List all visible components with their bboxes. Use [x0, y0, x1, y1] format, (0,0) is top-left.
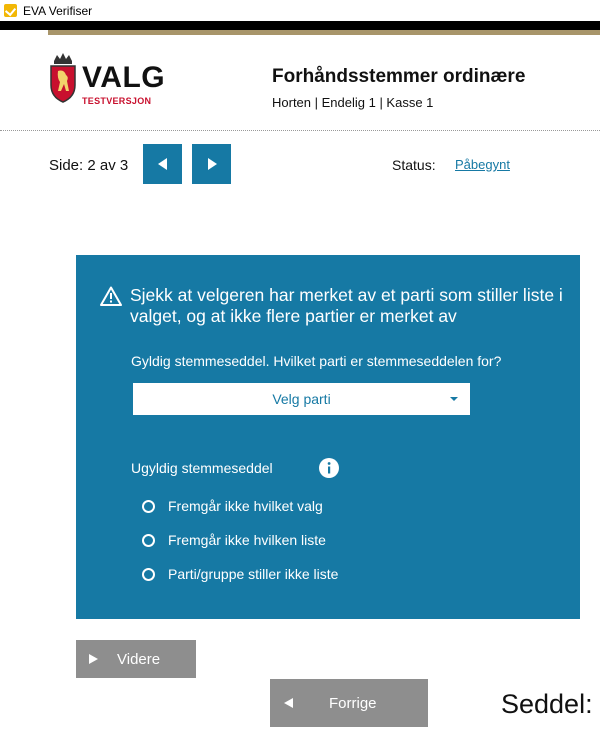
arrow-left-icon	[158, 158, 168, 170]
valg-logo	[48, 48, 168, 108]
next-button-label: Videre	[117, 650, 161, 668]
status-label: Status:	[392, 157, 436, 173]
next-page-button[interactable]	[192, 144, 231, 184]
radio-circle	[142, 568, 155, 581]
previous-button[interactable]	[270, 679, 428, 727]
window-titlebar	[0, 0, 600, 21]
window-title: EVA Verifiser	[23, 3, 93, 18]
radio-option-liste[interactable]	[142, 532, 326, 548]
logo-word: VALG	[82, 61, 166, 94]
previous-button-label: Forrige	[329, 694, 377, 712]
seddel-label: Seddel:	[501, 689, 593, 719]
panel-question: Gyldig stemmeseddel. Hvilket parti er stemmeseddelen for?	[131, 353, 502, 369]
radio-circle	[142, 534, 155, 547]
play-left-icon	[284, 698, 293, 708]
party-select-label: Velg parti	[272, 391, 331, 407]
play-right-icon	[89, 654, 98, 664]
top-black-bar	[0, 21, 600, 30]
header-divider	[0, 130, 600, 131]
caret-down-icon	[450, 397, 458, 401]
radio-label: Fremgår ikke hvilken liste	[168, 532, 326, 548]
radio-label: Parti/gruppe stiller ikke liste	[168, 566, 339, 582]
page-indicator: Side: 2 av 3	[49, 157, 129, 174]
info-icon[interactable]	[319, 458, 339, 478]
next-button[interactable]	[76, 640, 196, 678]
party-select[interactable]	[133, 383, 470, 415]
radio-label: Fremgår ikke hvilket valg	[168, 498, 323, 514]
status-link[interactable]: Påbegynt	[455, 157, 510, 172]
app-check-icon	[4, 4, 17, 17]
page-title: Forhåndsstemmer ordinære	[272, 66, 526, 87]
warning-icon	[100, 286, 122, 306]
logo-test-tag: TESTVERSJON	[82, 96, 152, 106]
panel-heading: Sjekk at velgeren har merket av et parti som stiller liste i valget, og at ikke flere partier er merket av	[130, 285, 563, 326]
radio-option-parti[interactable]	[142, 566, 338, 582]
ballot-panel	[76, 255, 580, 619]
radio-option-valg[interactable]	[142, 498, 323, 514]
invalid-ballot-label: Ugyldig stemmeseddel	[131, 460, 273, 476]
prev-page-button[interactable]	[143, 144, 182, 184]
page-subtitle: Horten | Endelig 1 | Kasse 1	[272, 95, 434, 110]
top-gold-line	[48, 30, 600, 35]
lion-crest-icon	[48, 51, 78, 105]
arrow-right-icon	[207, 158, 217, 170]
radio-circle	[142, 500, 155, 513]
